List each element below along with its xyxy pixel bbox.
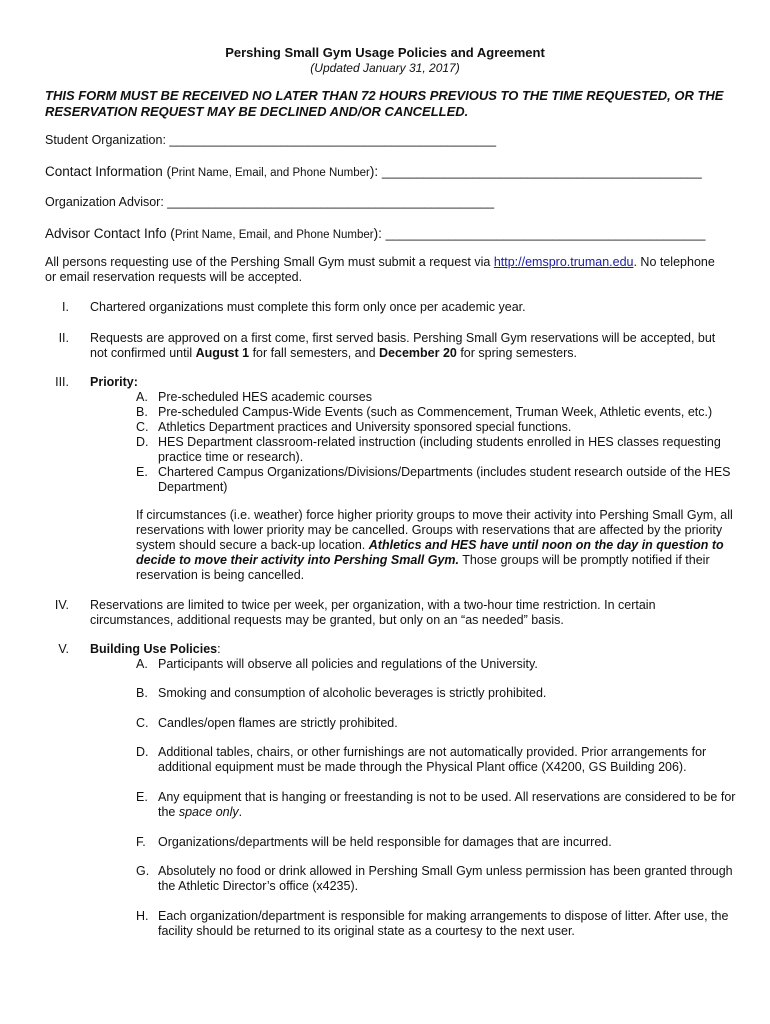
policy-item-text: Smoking and consumption of alcoholic beverages is strictly prohibited. <box>158 686 547 700</box>
section-2-text <box>90 331 730 361</box>
building-use-heading: Building Use Policies <box>90 642 218 656</box>
policy-item-text: Organizations/departments will be held responsible for damages that are incurred. <box>158 835 612 849</box>
policy-item-text: Additional tables, chairs, or other furnishings are not automatically provided. Prior arrangements for additional equipment must be made through the Physical Plant office (X4200, GS Building 206). <box>158 745 707 774</box>
intro-paragraph <box>45 255 725 285</box>
priority-item <box>136 390 736 405</box>
policy-item-letter: D. <box>136 745 149 759</box>
policy-item <box>136 790 736 820</box>
policy-item-letter: F. <box>136 835 146 849</box>
policy-item <box>136 835 736 850</box>
document-title: Pershing Small Gym Usage Policies and Agreement <box>225 45 545 60</box>
advisor-contact-label: Advisor Contact Info ( <box>45 226 175 241</box>
priority-item <box>136 405 736 420</box>
section-2-fall-date: August 1 <box>195 346 250 360</box>
contact-information-label: Contact Information ( <box>45 164 172 179</box>
contact-information-line[interactable]: ______________________________________________ <box>381 165 702 179</box>
building-use-heading-colon: : <box>217 642 221 656</box>
priority-item-letter: D. <box>136 435 149 449</box>
advisor-contact-field[interactable] <box>45 226 705 241</box>
priority-note <box>136 508 736 583</box>
priority-item-text: Pre-scheduled Campus-Wide Events (such as Commencement, Truman Week, Athletic events, etc.) <box>158 405 713 419</box>
policy-item-text: Participants will observe all policies and regulations of the University. <box>158 657 538 671</box>
policy-item-letter: G. <box>136 864 150 878</box>
organization-advisor-label: Organization Advisor: <box>45 195 168 209</box>
student-organization-label: Student Organization: <box>45 133 170 147</box>
priority-item-letter: C. <box>136 420 149 434</box>
policy-item-text: Absolutely no food or drink allowed in Pershing Small Gym unless permission has been granted through the Athletic Director’s office (x4235). <box>158 864 733 893</box>
priority-item-text: Athletics Department practices and University sponsored special functions. <box>158 420 572 434</box>
policy-item <box>136 716 736 731</box>
section-2-text-a: Requests are approved on a first come, first served basis. Pershing Small Gym reservations will be accepted, but not confirmed until <box>90 331 716 360</box>
advisor-contact-line[interactable]: ______________________________________________ <box>385 227 706 241</box>
priority-heading: Priority: <box>90 375 138 389</box>
policy-item-text <box>158 790 736 820</box>
intro-text-after: . No telephone or email reservation requests will be accepted. <box>45 255 715 284</box>
organization-advisor-line[interactable]: _______________________________________________ <box>167 195 495 209</box>
priority-item <box>136 420 736 435</box>
priority-note-text-b: Those groups will be promptly notified if their reservation is being cancelled. <box>136 553 710 582</box>
student-organization-line[interactable]: _______________________________________________ <box>169 133 497 147</box>
priority-item-text: Pre-scheduled HES academic courses <box>158 390 372 404</box>
contact-information-field[interactable] <box>45 164 702 179</box>
policy-item-letter: B. <box>136 686 148 700</box>
policy-item-letter: E. <box>136 790 148 804</box>
contact-information-hint: Print Name, Email, and Phone Number <box>171 167 370 179</box>
building-use-heading-row <box>90 642 730 657</box>
policy-item-text-main: Any equipment that is hanging or freestanding is not to be used. All reservations are considered to be for the <box>158 790 736 819</box>
policy-item-tail: . <box>238 805 243 819</box>
priority-item <box>136 465 736 495</box>
policy-item <box>136 745 736 775</box>
section-2-text-b: for fall semesters, and <box>249 346 380 360</box>
section-5-numeral: V. <box>58 642 69 656</box>
section-3-numeral: III. <box>55 375 69 389</box>
contact-information-close: ): <box>369 164 382 179</box>
priority-list <box>136 390 736 495</box>
policy-item <box>136 657 736 672</box>
intro-text-before: All persons requesting use of the Pershing Small Gym must submit a request via <box>45 255 494 269</box>
advisor-contact-close: ): <box>373 226 386 241</box>
policy-item-letter: A. <box>136 657 148 671</box>
policy-item-emphasis: space only <box>178 805 239 819</box>
priority-item-text: HES Department classroom-related instruction (including students enrolled in HES classes requesting practice time or research). <box>158 435 721 464</box>
document-subtitle: (Updated January 31, 2017) <box>310 61 460 75</box>
section-2-numeral: II. <box>58 331 69 345</box>
section-4-text: Reservations are limited to twice per week, per organization, with a two-hour time restriction. In certain circumstances, additional requests may be granted, but only on an “as needed” basis. <box>90 598 656 627</box>
advisor-contact-hint: Print Name, Email, and Phone Number <box>174 229 374 241</box>
priority-item-letter: B. <box>136 405 148 419</box>
priority-item <box>136 435 736 465</box>
emspro-link[interactable]: http://emspro.truman.edu <box>493 255 634 269</box>
section-2-spring-date: December 20 <box>379 346 457 360</box>
policy-item-letter: C. <box>136 716 149 730</box>
priority-item-text: Chartered Campus Organizations/Divisions/Departments (includes student research outside of the HES Department) <box>158 465 731 494</box>
section-2-text-c: for spring semesters. <box>456 346 578 360</box>
priority-item-letter: A. <box>136 390 148 404</box>
policy-item-letter: H. <box>136 909 149 923</box>
policy-item-text: Each organization/department is responsible for making arrangements to dispose of litter. After use, the facility should be returned to its original state as a courtesy to the next user. <box>158 909 729 938</box>
policy-item <box>136 909 736 939</box>
priority-note-emphasis: Athletics and HES have until noon on the day in question to decide to move their activity into Pershing Small Gym. <box>136 538 724 567</box>
priority-item-letter: E. <box>136 465 148 479</box>
section-1-text: Chartered organizations must complete this form only once per academic year. <box>90 300 526 314</box>
organization-advisor-field[interactable] <box>45 195 494 209</box>
section-4-numeral: IV. <box>54 598 69 612</box>
warning-notice: THIS FORM MUST BE RECEIVED NO LATER THAN 72 HOURS PREVIOUS TO THE TIME REQUESTED, OR THE RESERVATION REQUEST MAY BE DECLINED AND/OR CANCELLED. <box>45 88 724 119</box>
policy-item <box>136 864 736 894</box>
student-organization-field[interactable] <box>45 133 496 147</box>
policy-item <box>136 686 736 701</box>
priority-note-text-a: If circumstances (i.e. weather) force higher priority groups to move their activity into Pershing Small Gym, all reservations with lower priority may be cancelled. Groups with reservations that are affected by the priority system should secure a back-up location. <box>136 508 733 552</box>
section-1-numeral: I. <box>62 300 69 314</box>
policy-item-text: Candles/open flames are strictly prohibited. <box>158 716 398 730</box>
